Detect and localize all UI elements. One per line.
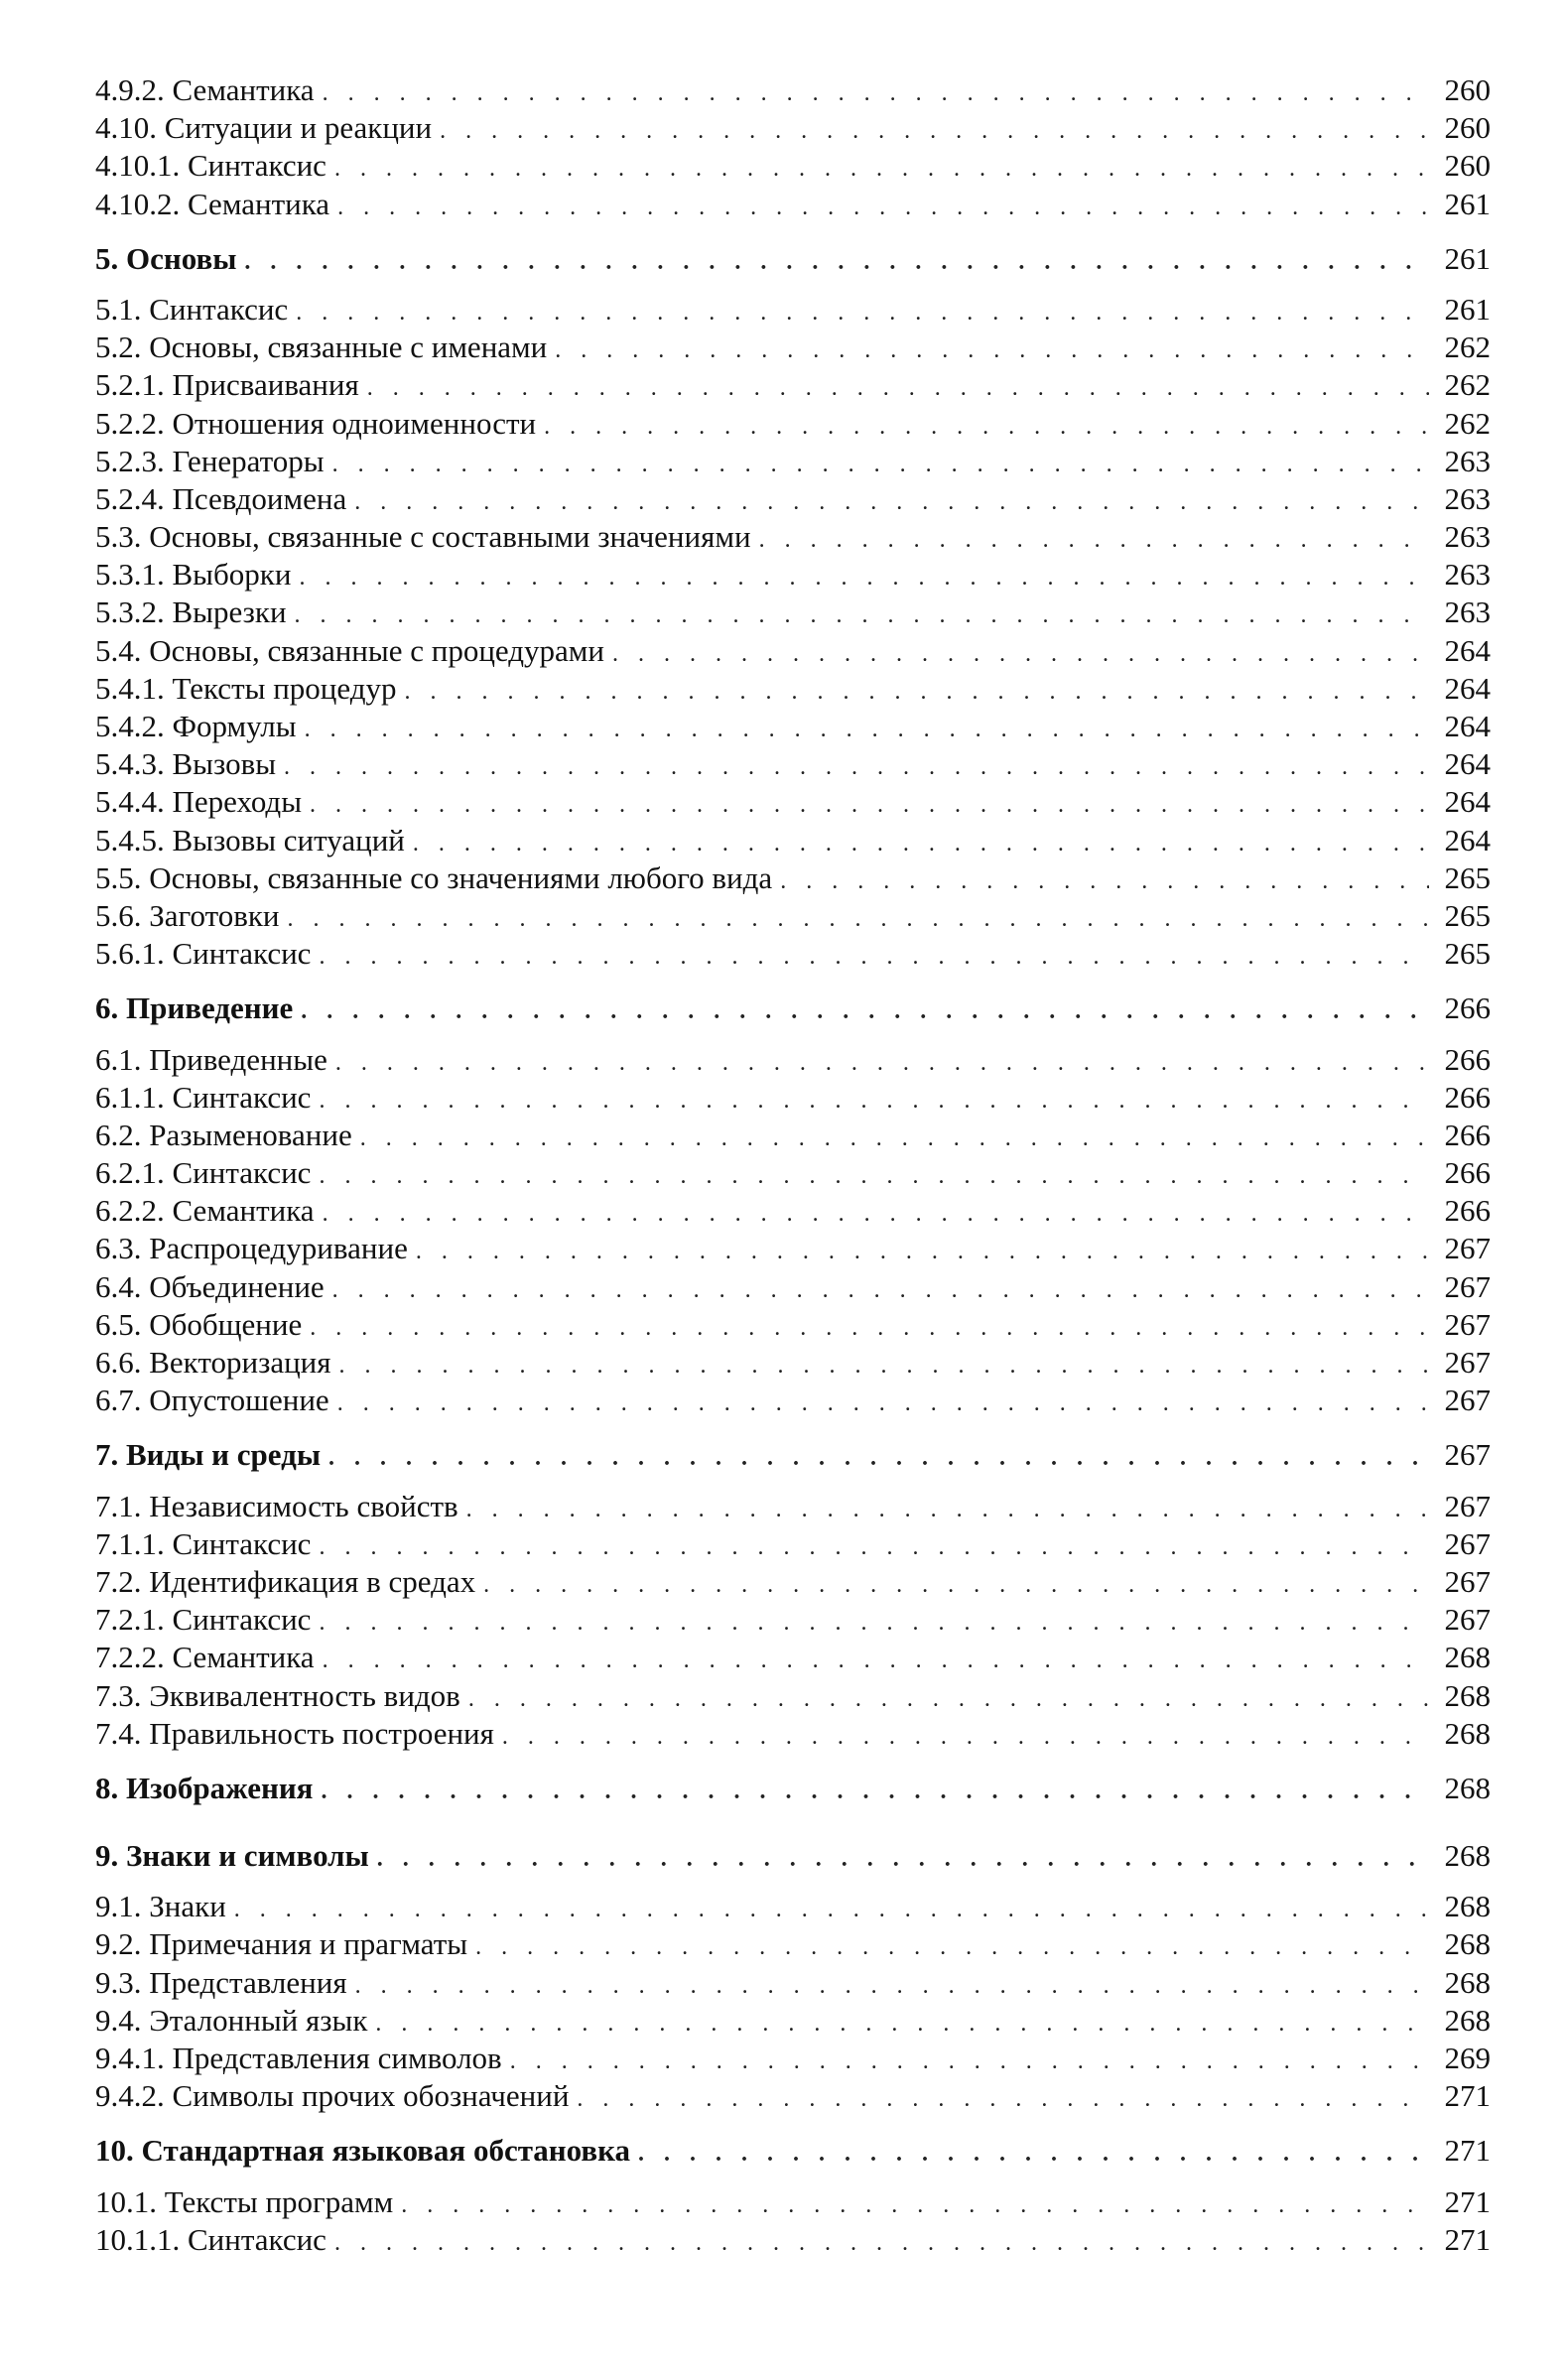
dot-leader <box>328 1439 1428 1477</box>
toc-page-number: 267 <box>1444 1525 1491 1561</box>
toc-page-number: 267 <box>1444 1563 1491 1599</box>
toc-entry-title: 4.10.1. Синтаксис <box>95 148 327 184</box>
dot-leader <box>405 673 1429 711</box>
toc-section-entry <box>95 1677 1491 1715</box>
toc-section-entry <box>95 897 1491 935</box>
toc-entry-title: 6.2.1. Синтаксис <box>95 1155 312 1191</box>
dot-leader <box>502 1718 1429 1756</box>
toc-page-number: 264 <box>1444 632 1491 668</box>
toc-entry-title: 5.4.1. Тексты процедур <box>95 670 397 706</box>
dot-leader <box>377 1840 1429 1878</box>
toc-page-number: 267 <box>1444 1383 1491 1418</box>
toc-entry-title: 10.1. Тексты программ <box>95 2183 394 2219</box>
toc-page-number: 264 <box>1444 746 1491 782</box>
toc-page-number: 264 <box>1444 784 1491 820</box>
toc-chapter-entry <box>95 989 1491 1027</box>
toc-chapter-entry <box>95 1770 1491 1807</box>
dot-leader <box>475 1928 1428 1966</box>
toc-section-entry <box>95 2002 1491 2040</box>
toc-entry-title: 6.1. Приведенные <box>95 1041 327 1077</box>
toc-section-entry <box>95 1639 1491 1676</box>
toc-entry-title: 9.4. Эталонный язык <box>95 2002 368 2038</box>
toc-page-number: 268 <box>1444 1889 1491 1924</box>
dot-leader <box>305 711 1429 748</box>
toc-page-number: 267 <box>1444 1306 1491 1342</box>
toc-entry-title: 9.4.2. Символы прочих обозначений <box>95 2078 570 2114</box>
toc-page-number: 267 <box>1444 1602 1491 1638</box>
toc-page-number: 264 <box>1444 670 1491 706</box>
toc-section-entry <box>95 1964 1491 2002</box>
toc-section-entry <box>95 1525 1491 1563</box>
toc-entry-title: 9.3. Представления <box>95 1964 347 2000</box>
toc-section-entry <box>95 1382 1491 1419</box>
toc-section-entry <box>95 1488 1491 1525</box>
dot-leader <box>413 825 1429 862</box>
toc-page-number: 268 <box>1444 1926 1491 1962</box>
dot-leader <box>544 408 1428 446</box>
dot-leader <box>319 1082 1428 1120</box>
toc-page-number: 262 <box>1444 405 1491 441</box>
dot-leader <box>555 331 1428 369</box>
dot-leader <box>334 2224 1429 2262</box>
toc-page-number: 264 <box>1444 822 1491 857</box>
dot-leader <box>319 1604 1428 1642</box>
toc-section-entry <box>95 1925 1491 1963</box>
toc-entry-title: 4.10. Ситуации и реакции <box>95 110 433 146</box>
toc-section-entry <box>95 1344 1491 1382</box>
dot-leader <box>416 1233 1429 1270</box>
dot-leader <box>323 1195 1429 1233</box>
toc-page-number: 263 <box>1444 519 1491 555</box>
toc-section-entry <box>95 147 1491 185</box>
toc-page-number: 266 <box>1444 1155 1491 1191</box>
dot-leader <box>360 1120 1429 1157</box>
toc-page-number: 263 <box>1444 480 1491 516</box>
dot-leader <box>780 862 1428 900</box>
toc-entry-title: 7.3. Эквивалентность видов <box>95 1677 460 1713</box>
toc-section-entry <box>95 2077 1491 2115</box>
toc-page-number: 268 <box>1444 2002 1491 2038</box>
toc-section-entry <box>95 480 1491 518</box>
toc-page-number: 262 <box>1444 330 1491 365</box>
toc-section-entry <box>95 822 1491 859</box>
toc-section-entry <box>95 366 1491 404</box>
toc-entry-title: 10. Стандартная языковая обстановка <box>95 2133 631 2169</box>
toc-entry-title: 5.3.1. Выборки <box>95 557 292 593</box>
toc-section-entry <box>95 1563 1491 1601</box>
toc-section-entry <box>95 935 1491 973</box>
toc-entry-title: 6. Приведение <box>95 990 294 1026</box>
toc-entry-title: 6.6. Векторизация <box>95 1345 331 1380</box>
toc-entry-title: 4.10.2. Семантика <box>95 186 330 221</box>
toc-section-entry <box>95 594 1491 631</box>
dot-leader <box>323 74 1429 112</box>
dot-leader <box>284 748 1428 786</box>
toc-entry-title: 6.5. Обобщение <box>95 1306 303 1342</box>
toc-page-number: 261 <box>1444 291 1491 327</box>
dot-leader <box>510 2043 1429 2080</box>
dot-leader <box>468 1680 1429 1718</box>
toc-chapter-entry <box>95 1837 1491 1875</box>
toc-entry-title: 10.1.1. Синтаксис <box>95 2221 327 2257</box>
toc-page-number: 266 <box>1444 1117 1491 1152</box>
dot-leader <box>334 150 1429 188</box>
dot-leader <box>354 483 1428 521</box>
toc-entry-title: 5.3.2. Вырезки <box>95 594 287 630</box>
toc-page-number: 269 <box>1444 2041 1491 2075</box>
toc-entry-title: 9.1. Знаки <box>95 1889 226 1924</box>
toc-page-number: 271 <box>1444 2221 1491 2257</box>
toc-section-entry <box>95 1888 1491 1925</box>
toc-section-entry <box>95 1601 1491 1639</box>
toc-section-entry <box>95 71 1491 109</box>
dot-leader <box>337 1385 1429 1422</box>
dot-leader <box>332 1271 1429 1309</box>
dot-leader <box>301 992 1428 1030</box>
toc-page-number: 261 <box>1444 186 1491 221</box>
toc-section-entry <box>95 2221 1491 2259</box>
toc-entry-title: 6.1.1. Синтаксис <box>95 1079 312 1115</box>
dot-leader <box>310 1309 1428 1347</box>
toc-section-entry <box>95 1268 1491 1306</box>
toc-entry-title: 7.2. Идентификация в средах <box>95 1563 476 1599</box>
toc-section-entry <box>95 2040 1491 2077</box>
dot-leader <box>319 938 1428 976</box>
toc-section-entry <box>95 186 1491 223</box>
toc-page-number: 265 <box>1444 897 1491 933</box>
toc-entry-title: 5.4.4. Переходы <box>95 784 303 820</box>
toc-section-entry <box>95 745 1491 783</box>
dot-leader <box>288 900 1429 938</box>
toc-entry-title: 9.4.1. Представления символов <box>95 2041 502 2075</box>
toc-section-entry <box>95 859 1491 897</box>
toc-section-entry <box>95 556 1491 594</box>
dot-leader <box>367 369 1429 407</box>
dot-leader <box>321 1773 1428 1810</box>
toc-entry-title: 6.3. Распроцедуривание <box>95 1231 408 1266</box>
toc-page-number: 266 <box>1444 990 1491 1026</box>
dot-leader <box>483 1566 1428 1604</box>
document-page <box>95 71 1491 2259</box>
toc-entry-title: 5.6.1. Синтаксис <box>95 936 312 972</box>
toc-section-entry <box>95 1715 1491 1753</box>
toc-page-number: 267 <box>1444 1437 1491 1473</box>
toc-entry-title: 5.2.3. Генераторы <box>95 443 325 478</box>
dot-leader <box>401 2186 1428 2224</box>
toc-page-number: 266 <box>1444 1079 1491 1115</box>
dot-leader <box>299 559 1428 596</box>
toc-chapter-entry <box>95 1436 1491 1474</box>
toc-entry-title: 5.4.3. Вызовы <box>95 746 277 782</box>
toc-page-number: 263 <box>1444 557 1491 593</box>
toc-page-number: 271 <box>1444 2133 1491 2169</box>
dot-leader <box>355 1967 1429 2005</box>
toc-section-entry <box>95 1192 1491 1230</box>
toc-entry-title: 9.2. Примечания и прагматы <box>95 1926 468 1962</box>
dot-leader <box>375 2005 1428 2043</box>
toc-page-number: 268 <box>1444 1677 1491 1713</box>
dot-leader <box>577 2080 1428 2118</box>
toc-entry-title: 7. Виды и среды <box>95 1437 322 1473</box>
toc-entry-title: 5.1. Синтаксис <box>95 291 289 327</box>
toc-page-number: 260 <box>1444 72 1491 107</box>
toc-section-entry <box>95 2183 1491 2221</box>
toc-entry-title: 7.2.1. Синтаксис <box>95 1602 312 1638</box>
table-of-contents <box>95 71 1491 2259</box>
toc-section-entry <box>95 783 1491 821</box>
dot-leader <box>612 635 1429 673</box>
toc-entry-title: 6.7. Опустошение <box>95 1383 329 1418</box>
toc-entry-title: 9. Знаки и символы <box>95 1838 369 1874</box>
toc-page-number: 260 <box>1444 110 1491 146</box>
toc-page-number: 267 <box>1444 1488 1491 1523</box>
toc-entry-title: 5.2.4. Псевдоимена <box>95 480 347 516</box>
toc-page-number: 268 <box>1444 1640 1491 1675</box>
toc-entry-title: 5.2. Основы, связанные с именами <box>95 330 548 365</box>
toc-entry-title: 5. Основы <box>95 240 237 276</box>
toc-section-entry <box>95 1230 1491 1267</box>
toc-entry-title: 5.6. Заготовки <box>95 897 280 933</box>
toc-section-entry <box>95 1079 1491 1117</box>
toc-section-entry <box>95 708 1491 745</box>
dot-leader <box>759 521 1429 559</box>
toc-section-entry <box>95 518 1491 556</box>
toc-chapter-entry <box>95 2132 1491 2170</box>
toc-page-number: 265 <box>1444 936 1491 972</box>
toc-page-number: 265 <box>1444 859 1491 895</box>
toc-page-number: 267 <box>1444 1268 1491 1304</box>
dot-leader <box>466 1491 1429 1528</box>
dot-leader <box>440 112 1428 150</box>
toc-entry-title: 7.1. Независимость свойств <box>95 1488 458 1523</box>
toc-chapter-entry <box>95 240 1491 278</box>
toc-section-entry <box>95 1041 1491 1079</box>
toc-page-number: 267 <box>1444 1345 1491 1380</box>
toc-entry-title: 6.2. Разыменование <box>95 1117 352 1152</box>
toc-entry-title: 4.9.2. Семантика <box>95 72 315 107</box>
dot-leader <box>295 596 1429 634</box>
toc-entry-title: 5.4. Основы, связанные с процедурами <box>95 632 604 668</box>
toc-entry-title: 5.4.5. Вызовы ситуаций <box>95 822 405 857</box>
toc-page-number: 266 <box>1444 1041 1491 1077</box>
toc-section-entry <box>95 632 1491 670</box>
toc-entry-title: 8. Изображения <box>95 1770 314 1805</box>
toc-section-entry <box>95 291 1491 329</box>
dot-leader <box>337 189 1428 226</box>
dot-leader <box>638 2135 1428 2173</box>
toc-page-number: 262 <box>1444 367 1491 403</box>
toc-page-number: 266 <box>1444 1193 1491 1229</box>
toc-page-number: 260 <box>1444 148 1491 184</box>
dot-leader <box>339 1347 1429 1385</box>
toc-page-number: 263 <box>1444 443 1491 478</box>
toc-page-number: 264 <box>1444 709 1491 743</box>
toc-section-entry <box>95 1117 1491 1154</box>
dot-leader <box>244 243 1428 281</box>
dot-leader <box>234 1891 1429 1928</box>
toc-entry-title: 5.4.2. Формулы <box>95 709 297 743</box>
toc-section-entry <box>95 1306 1491 1344</box>
toc-page-number: 261 <box>1444 240 1491 276</box>
dot-leader <box>319 1157 1428 1195</box>
toc-page-number: 271 <box>1444 2078 1491 2114</box>
toc-section-entry <box>95 1154 1491 1192</box>
toc-page-number: 268 <box>1444 1715 1491 1751</box>
toc-entry-title: 7.4. Правильность построения <box>95 1715 494 1751</box>
toc-page-number: 268 <box>1444 1770 1491 1805</box>
dot-leader <box>323 1642 1429 1679</box>
toc-entry-title: 7.2.2. Семантика <box>95 1640 315 1675</box>
toc-page-number: 268 <box>1444 1838 1491 1874</box>
toc-entry-title: 6.2.2. Семантика <box>95 1193 315 1229</box>
toc-section-entry <box>95 443 1491 480</box>
toc-entry-title: 6.4. Объединение <box>95 1268 325 1304</box>
dot-leader <box>319 1528 1428 1566</box>
dot-leader <box>332 446 1429 483</box>
toc-section-entry <box>95 329 1491 366</box>
toc-page-number: 271 <box>1444 2183 1491 2219</box>
toc-section-entry <box>95 670 1491 708</box>
dot-leader <box>335 1044 1429 1082</box>
toc-entry-title: 5.2.1. Присваивания <box>95 367 359 403</box>
toc-entry-title: 7.1.1. Синтаксис <box>95 1525 312 1561</box>
toc-page-number: 267 <box>1444 1231 1491 1266</box>
dot-leader <box>310 786 1428 824</box>
toc-page-number: 268 <box>1444 1964 1491 2000</box>
dot-leader <box>296 294 1428 331</box>
toc-entry-title: 5.5. Основы, связанные со значениями любого вида <box>95 859 773 895</box>
toc-section-entry <box>95 405 1491 443</box>
toc-page-number: 263 <box>1444 594 1491 630</box>
toc-entry-title: 5.2.2. Отношения одноименности <box>95 405 537 441</box>
toc-entry-title: 5.3. Основы, связанные с составными значениями <box>95 519 751 555</box>
toc-section-entry <box>95 109 1491 147</box>
